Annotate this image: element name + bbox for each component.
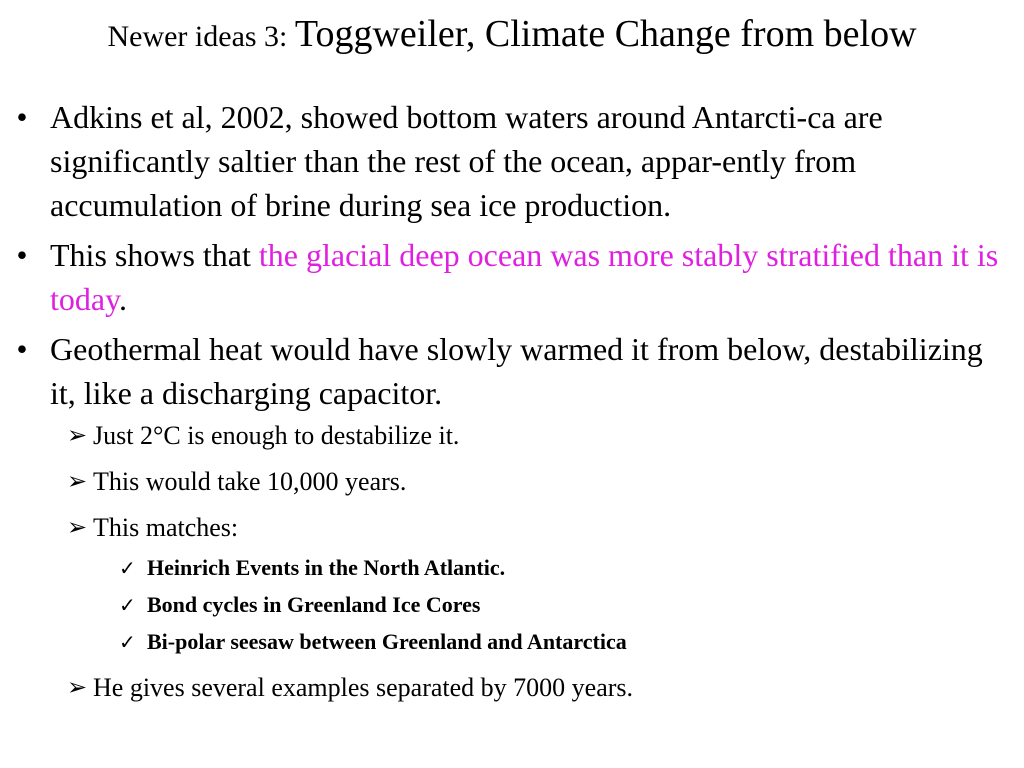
bullet-text-end: . [119,281,128,317]
slide-title [0,14,1024,56]
title-main: Toggweiler, Climate Change from below [294,13,917,55]
arrow-icon: ➢ [67,515,88,541]
bullet-text-lead: This shows that [50,237,259,273]
match-text: Heinrich Events in the North Atlantic. [147,555,506,580]
checkmark-icon: ✓ [119,593,136,617]
bullet-text: Adkins et al, 2002, showed bottom waters around Antarcti-ca are significantly saltier than the rest of the ocean, appar-ently from accumulation of brine during sea ice production. [50,99,883,223]
sub-bullet-text: Just 2°C is enough to destabilize it. [93,421,460,450]
sub-bullet-text: He gives several examples separated by 7000 years. [93,673,634,702]
bullet-list [0,95,1024,717]
sub-bullet-text: This matches: [93,513,239,542]
sub-bullet-item [67,465,1024,499]
bullet-text: Geothermal heat would have slowly warmed it from below, destabilizing it, like a discharging capacitor. [50,331,983,411]
arrow-icon: ➢ [67,675,88,701]
bullet-marker: • [16,237,28,273]
bullet-marker: • [16,99,28,135]
title-prefix: Newer ideas 3: [107,20,295,53]
sub-bullet-item [67,419,1024,453]
highlighted-text: the glacial deep ocean was more stably stratified than it is today [50,237,999,317]
checkmark-icon: ✓ [119,556,136,580]
match-item [119,553,1024,583]
sub-bullet-text: This would take 10,000 years. [93,467,407,496]
bullet-item [16,233,1010,321]
checkmark-icon: ✓ [119,630,136,654]
match-item [119,627,1024,657]
match-text: Bond cycles in Greenland Ice Cores [147,592,481,617]
bullet-marker: • [16,331,28,367]
arrow-icon: ➢ [67,469,88,495]
match-item [119,590,1024,620]
match-text: Bi-polar seesaw between Greenland and Antarctica [147,629,627,654]
bullet-item [16,327,1010,415]
bullet-item [16,95,1010,227]
sub-bullet-item [67,671,1024,705]
sub-bullet-item [67,511,1024,545]
arrow-icon: ➢ [67,423,88,449]
